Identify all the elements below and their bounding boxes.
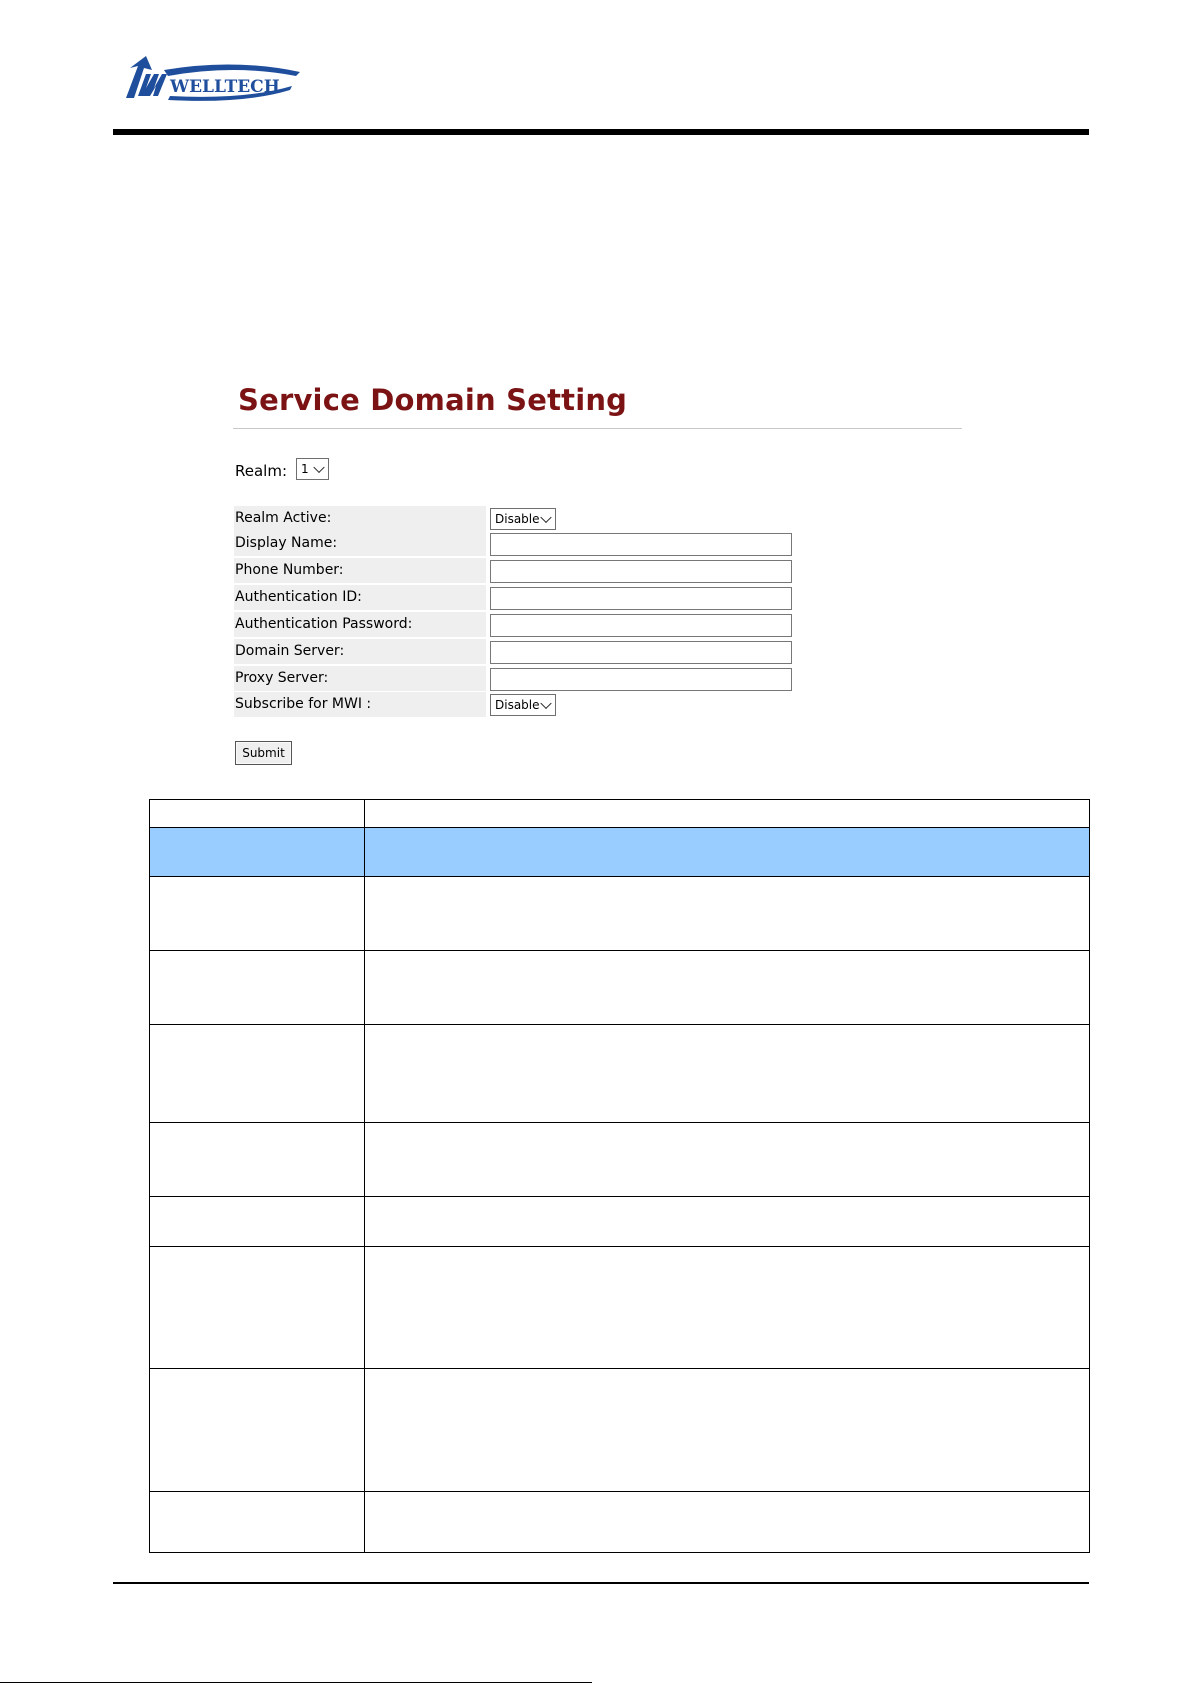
phone-number-input[interactable] bbox=[490, 560, 792, 583]
table-highlight-row bbox=[150, 828, 1090, 877]
authentication-password-label: Authentication Password: bbox=[234, 612, 486, 637]
subscribe-mwi-row bbox=[234, 692, 791, 717]
chevron-down-icon bbox=[540, 698, 551, 709]
table-cell bbox=[150, 1123, 365, 1197]
table-cell bbox=[365, 828, 1090, 877]
title-divider bbox=[233, 428, 962, 429]
table-cell bbox=[365, 1492, 1090, 1553]
table-row bbox=[150, 1123, 1090, 1197]
table-cell bbox=[365, 1247, 1090, 1369]
footnote-rule bbox=[0, 1682, 592, 1683]
table-row bbox=[150, 951, 1090, 1025]
domain-server-label: Domain Server: bbox=[234, 639, 486, 664]
realm-select[interactable] bbox=[296, 458, 329, 480]
page-title: Service Domain Setting bbox=[238, 383, 628, 417]
domain-server-row bbox=[234, 639, 791, 664]
display-name-row bbox=[234, 531, 791, 556]
authentication-id-input[interactable] bbox=[490, 587, 792, 610]
table-cell bbox=[150, 877, 365, 951]
display-name-label: Display Name: bbox=[234, 531, 486, 556]
subscribe-mwi-select[interactable] bbox=[490, 694, 556, 716]
table-cell bbox=[150, 1197, 365, 1247]
realm-active-row bbox=[234, 506, 791, 531]
realm-active-value: Disable bbox=[495, 512, 540, 526]
table-cell bbox=[150, 828, 365, 877]
table-cell bbox=[365, 1123, 1090, 1197]
table-cell bbox=[365, 1369, 1090, 1492]
table-cell bbox=[150, 1025, 365, 1123]
table-cell bbox=[150, 800, 365, 828]
realm-active-select[interactable] bbox=[490, 508, 556, 530]
logo-text: WELLTECH bbox=[170, 77, 280, 97]
phone-number-label: Phone Number: bbox=[234, 558, 486, 583]
submit-button[interactable]: Submit bbox=[235, 741, 292, 765]
authentication-id-label: Authentication ID: bbox=[234, 585, 486, 610]
table-row bbox=[150, 1369, 1090, 1492]
table-cell bbox=[365, 1197, 1090, 1247]
authentication-password-input[interactable] bbox=[490, 614, 792, 637]
proxy-server-row bbox=[234, 666, 791, 691]
header-rule bbox=[113, 129, 1089, 135]
table-row bbox=[150, 1197, 1090, 1247]
chevron-down-icon bbox=[313, 462, 324, 473]
table-cell bbox=[150, 1492, 365, 1553]
proxy-server-input[interactable] bbox=[490, 668, 792, 691]
table-row bbox=[150, 877, 1090, 951]
domain-server-input[interactable] bbox=[490, 641, 792, 664]
table-cell bbox=[365, 800, 1090, 828]
proxy-server-label: Proxy Server: bbox=[234, 666, 486, 691]
table-cell bbox=[150, 951, 365, 1025]
welltech-logo bbox=[124, 56, 314, 102]
description-table bbox=[149, 799, 1090, 1553]
chevron-down-icon bbox=[540, 512, 551, 523]
table-cell bbox=[150, 1247, 365, 1369]
table-cell bbox=[365, 877, 1090, 951]
authentication-id-row bbox=[234, 585, 791, 610]
phone-number-row bbox=[234, 558, 791, 583]
table-row bbox=[150, 1492, 1090, 1553]
realm-active-label: Realm Active: bbox=[234, 506, 486, 531]
authentication-password-row bbox=[234, 612, 791, 637]
realm-label: Realm: bbox=[235, 462, 288, 480]
footer-rule bbox=[113, 1582, 1089, 1584]
table-cell bbox=[150, 1369, 365, 1492]
subscribe-mwi-value: Disable bbox=[495, 698, 540, 712]
table-row bbox=[150, 1247, 1090, 1369]
realm-select-value: 1 bbox=[301, 462, 309, 476]
display-name-input[interactable] bbox=[490, 533, 792, 556]
table-cell bbox=[365, 1025, 1090, 1123]
table-row bbox=[150, 1025, 1090, 1123]
subscribe-mwi-label: Subscribe for MWI : bbox=[234, 692, 486, 717]
table-cell bbox=[365, 951, 1090, 1025]
table-header-row bbox=[150, 800, 1090, 828]
